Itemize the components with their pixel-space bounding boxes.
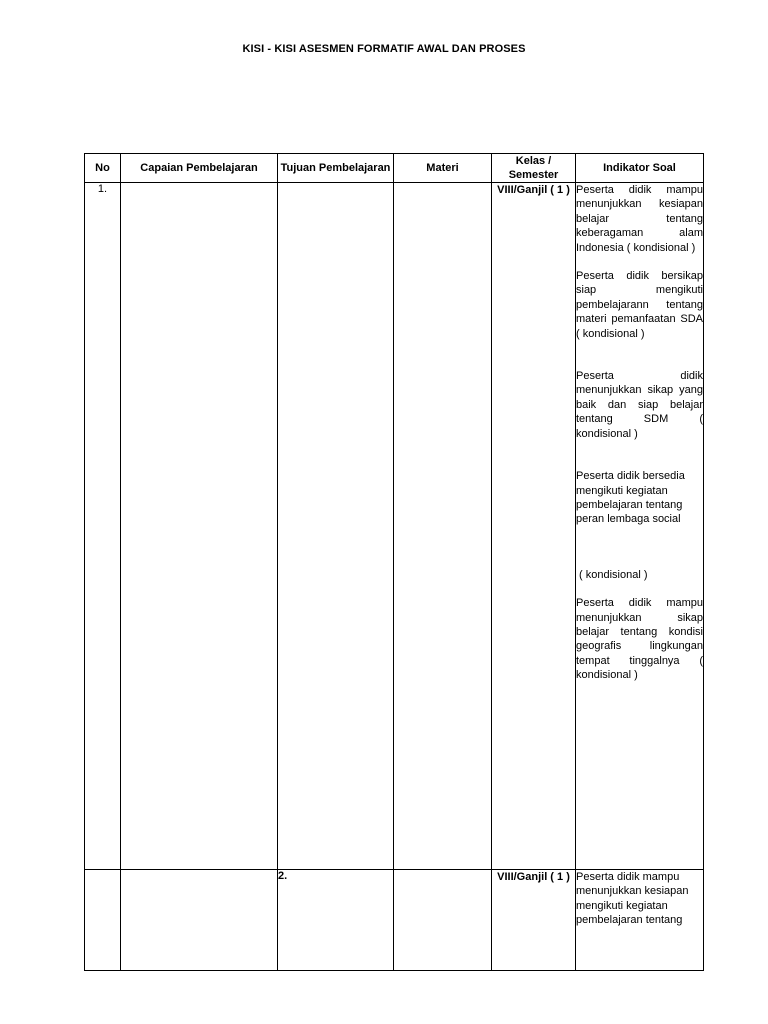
indikator-item: Peserta didik bersikap siap mengikuti pembelajarann tentang materi pemanfaatan SDA ( kondisional ) [576,270,703,340]
indikator-item: Peserta didik menunjukkan sikap yang baik dan siap belajar tentang SDM ( kondisional ) [576,370,703,440]
indikator-item: Peserta didik mampu menunjukkan kesiapan belajar tentang keberagaman alam Indonesia ( kondisional ) [576,184,703,254]
cell-capaian [121,183,278,870]
cell-capaian [121,870,278,971]
cell-no: 1. [85,183,121,870]
cell-tujuan: 2. [278,870,394,971]
cell-tujuan [278,183,394,870]
header-indikator: Indikator Soal [576,154,704,183]
indikator-item: Peserta didik mampu menunjukkan sikap belajar tentang kondisi geografis lingkungan tempat tinggalnya ( kondisional ) [576,597,703,682]
document-title: KISI - KISI ASESMEN FORMATIF AWAL DAN PROSES [242,43,526,55]
cell-indikator [576,870,704,971]
header-materi: Materi [394,154,492,183]
table-header-row [85,154,704,183]
table-row [85,183,704,870]
header-kelas: Kelas / Semester [492,154,576,183]
indikator-item: ( kondisional ) [579,568,648,581]
cell-materi [394,870,492,971]
header-no: No [85,154,121,183]
cell-kelas: VIII/Ganjil ( 1 ) [492,870,576,971]
indikator-item: Peserta didik bersedia mengikuti kegiatan pembelajaran tentang peran lembaga social [576,470,685,526]
indikator-item: Peserta didik mampu menunjukkan kesiapan mengikuti kegiatan pembelajaran tentang [576,871,689,927]
cell-indikator [576,183,704,870]
kisi-table [84,153,704,971]
cell-materi [394,183,492,870]
cell-no [85,870,121,971]
header-tujuan: Tujuan Pembelajaran [278,154,394,183]
table-row [85,870,704,971]
header-capaian: Capaian Pembelajaran [121,154,278,183]
cell-kelas: VIII/Ganjil ( 1 ) [492,183,576,870]
